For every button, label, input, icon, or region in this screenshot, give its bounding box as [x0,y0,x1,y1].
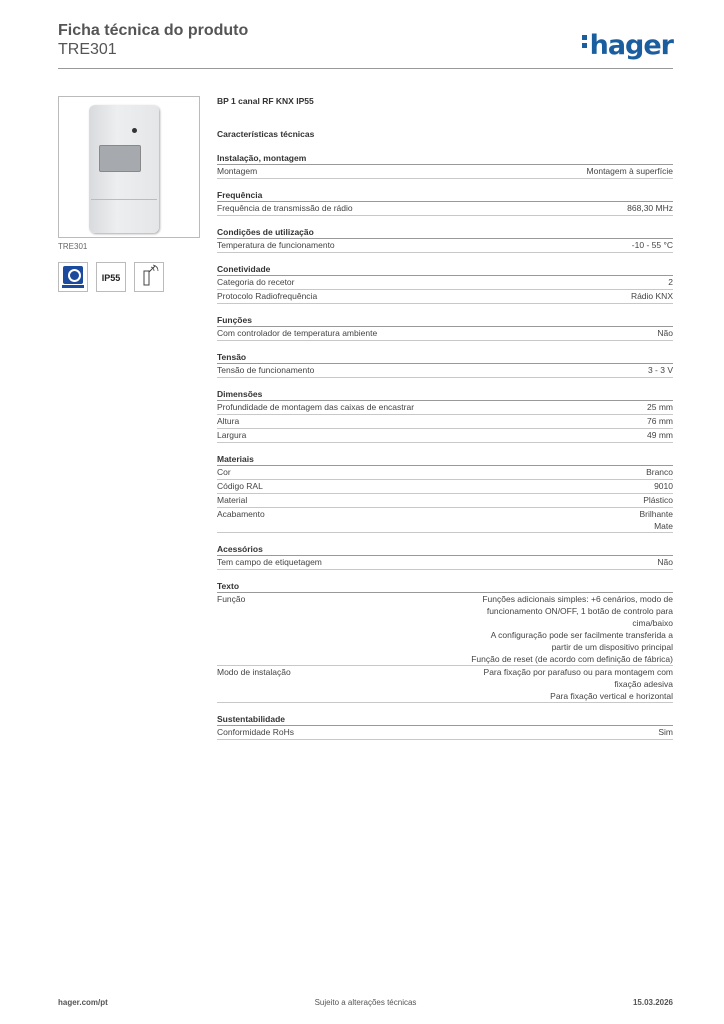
spec-value: Sim [658,727,673,737]
footer-disclaimer: Sujeito a alterações técnicas [314,998,417,1007]
spec-value: 868,30 MHz [627,203,673,213]
spec-label: Cor [217,467,231,477]
spec-row [217,239,673,253]
footer-date: 15.03.2026 [632,998,673,1007]
spec-row [217,556,673,570]
spec-label: Acabamento [217,509,265,519]
spec-value: -10 - 55 °C [631,240,673,250]
spec-value: Não [657,328,673,338]
document-header [58,22,673,59]
ip55-icon: IP55 [96,262,126,292]
spec-section-title: Tensão [217,351,673,364]
spec-label: Função [217,594,246,604]
spec-row [217,165,673,179]
spec-value: Montagem à superfície [586,166,673,176]
spec-label: Modo de instalação [217,667,291,677]
spec-section-title: Instalação, montagem [217,152,673,165]
device-base [91,199,157,234]
spec-section-title: Frequência [217,189,673,202]
spec-label: Material [217,495,248,505]
spec-label: Tem campo de etiquetagem [217,557,322,567]
spec-label: Protocolo Radiofrequência [217,291,318,301]
spec-row [217,401,673,415]
spec-value: 76 mm [647,416,673,426]
push-button-device-illustration [89,105,159,233]
spec-label: Profundidade de montagem das caixas de encastrar [217,402,415,412]
logo-text: hager [589,30,673,61]
rf-antenna-icon [134,262,164,292]
product-name: BP 1 canal RF KNX IP55 [217,96,314,106]
spec-section-title: Dimensões [217,388,673,401]
product-image-caption: TRE301 [58,242,88,251]
spec-row [217,290,673,304]
product-image [58,96,200,238]
device-button [99,145,141,172]
spec-label: Temperatura de funcionamento [217,240,335,250]
spec-section-title: Sustentabilidade [217,713,673,726]
spec-row [217,429,673,443]
spec-value: 9010 [654,481,673,491]
spec-value: Plástico [643,495,673,505]
spec-label: Código RAL [217,481,263,491]
spec-label: Tensão de funcionamento [217,365,315,375]
spec-row [217,726,673,740]
spec-section [217,580,673,703]
spec-section [217,388,673,443]
document-title: Ficha técnica do produto [58,22,249,39]
logo-dots-icon [582,32,588,51]
spec-label: Categoria do recetor [217,277,295,287]
spec-value: Rádio KNX [630,291,673,301]
led-indicator [132,128,137,133]
spec-value: 25 mm [647,402,673,412]
spec-row [217,327,673,341]
spec-label: Largura [217,430,247,440]
spec-label: Altura [217,416,240,426]
spec-row [217,480,673,494]
spec-row [217,364,673,378]
header-divider [58,68,673,69]
spec-section [217,263,673,304]
spec-row [217,466,673,480]
spec-section [217,314,673,341]
spec-section-title: Condições de utilização [217,226,673,239]
spec-label: Frequência de transmissão de rádio [217,203,353,213]
spec-section [217,543,673,570]
footer-website: hager.com/pt [58,998,108,1007]
spec-row [217,494,673,508]
spec-row [217,276,673,290]
spec-label: Montagem [217,166,258,176]
spec-section [217,453,673,533]
spec-section [217,351,673,378]
quality-mark-icon [58,262,88,292]
spec-value: 3 - 3 V [647,365,673,375]
spec-section [217,152,673,179]
spec-row [217,415,673,429]
spec-row [217,593,673,666]
spec-value: Para fixação por parafuso ou para montagem com fixação adesiva Para fixação vertical e horizontal [483,667,673,701]
spec-value: Branco [646,467,673,477]
spec-section [217,189,673,216]
spec-section-title: Conetividade [217,263,673,276]
spec-value: Funções adicionais simples: +6 cenários, modo de funcionamento ON/OFF, 1 botão de controlo para cima/baixo A configuração pode ser facilmente transferida a partir de um dispositivo principal Função de reset (de acordo com definição de fábrica) [471,594,673,664]
spec-value: Brilhante Mate [639,509,673,531]
spec-section-title: Materiais [217,453,673,466]
spec-section [217,713,673,740]
spec-section-title: Texto [217,580,673,593]
spec-section [217,226,673,253]
product-reference: TRE301 [58,41,117,58]
spec-row [217,666,673,703]
product-details [217,96,673,740]
spec-section-title: Acessórios [217,543,673,556]
spec-value: 2 [668,277,673,287]
technical-characteristics-heading: Características técnicas [217,129,315,139]
spec-section-title: Funções [217,314,673,327]
spec-label: Com controlador de temperatura ambiente [217,328,378,338]
spec-value: Não [657,557,673,567]
spec-sections [217,152,673,740]
spec-row [217,202,673,216]
spec-row [217,508,673,533]
spec-value: 49 mm [647,430,673,440]
spec-label: Conformidade RoHs [217,727,295,737]
hager-logo [582,30,673,61]
